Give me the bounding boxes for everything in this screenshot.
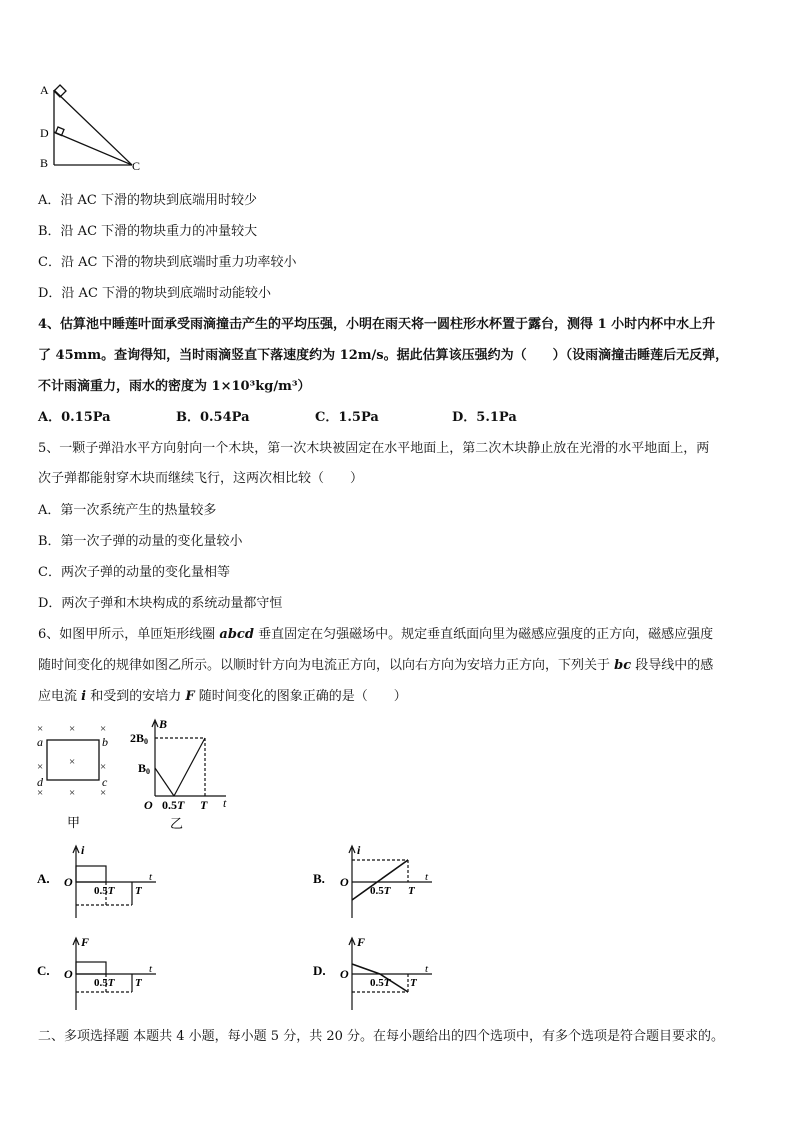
svg-text:t: t: [425, 871, 429, 883]
coil-corner-d: d: [37, 775, 43, 789]
q6-stem-line1: [38, 623, 713, 642]
q5-option-d[interactable]: D．两次子弹和木块构成的系统动量都守恒: [38, 596, 283, 611]
q3-option-c[interactable]: C．沿 AC 下滑的物块到底端时重力功率较小: [38, 255, 297, 270]
q6-segment-name: bc: [614, 658, 632, 673]
q6-stem-line3: [38, 685, 407, 704]
svg-text:×: ×: [69, 756, 76, 768]
section-2-heading: 二、多项选择题 本题共 4 小题，每小题 5 分，共 20 分。在每小题给出的四个选项中，有多个选项是符合题目要求的。: [38, 1029, 725, 1044]
q6-text: 和受到的安培力: [86, 689, 186, 704]
q5-option-c[interactable]: C．两次子弹的动量的变化量相等: [38, 565, 230, 580]
svg-text:C.: C.: [37, 963, 50, 978]
svg-text:F: F: [81, 935, 90, 949]
coil-corner-a: a: [37, 735, 43, 749]
q6-stem-line2: [38, 654, 713, 673]
svg-text:B: B: [159, 717, 168, 731]
figure-jia-caption: 甲: [67, 815, 81, 830]
incline-triangle-figure: [36, 82, 148, 174]
coil-in-magnetic-field-figure: [34, 720, 119, 830]
vertex-c-label: C: [132, 159, 141, 173]
svg-text:D.: D.: [313, 963, 326, 978]
q4-stem-line1: 4、估算池中睡莲叶面承受雨滴撞击产生的平均压强，小明在雨天将一圆柱形水杯置于露台，测得 1 小时内杯中水上升: [38, 317, 716, 332]
svg-text:F: F: [357, 935, 366, 949]
svg-text:×: ×: [69, 723, 76, 735]
svg-text:O: O: [340, 967, 349, 981]
svg-text:0.5T: 0.5T: [162, 798, 185, 812]
svg-text:T: T: [410, 977, 417, 989]
svg-text:t: t: [149, 871, 153, 883]
q5-option-b[interactable]: B．第一次子弹的动量的变化量较小: [38, 534, 243, 549]
q6-text: 应电流: [38, 689, 82, 704]
graph-option-d[interactable]: [312, 932, 442, 1012]
graph-option-b[interactable]: [312, 842, 442, 922]
svg-text:O: O: [64, 967, 73, 981]
svg-text:0.5T: 0.5T: [94, 885, 115, 897]
tick-b0: B0: [138, 761, 151, 776]
q3-option-d[interactable]: D．沿 AC 下滑的物块到底端时动能较小: [38, 286, 272, 301]
q5-stem-line1: 5、一颗子弹沿水平方向射向一个木块，第一次木块被固定在水平地面上，第二次木块静止放在光滑的水平地面上，两: [38, 441, 710, 456]
graph-option-c[interactable]: [36, 932, 166, 1012]
q6-text: 6、如图甲所示，单匝矩形线圈: [38, 627, 220, 642]
svg-text:T: T: [408, 885, 415, 897]
svg-text:t: t: [425, 963, 429, 975]
svg-text:×: ×: [37, 761, 44, 773]
svg-text:T: T: [200, 798, 208, 812]
svg-text:i: i: [81, 843, 85, 857]
coil-corner-c: c: [102, 775, 108, 789]
q6-text: 段导线中的感: [631, 658, 714, 673]
q5-stem-line2: 次子弹都能射穿木块而继续飞行，这两次相比较（ ）: [38, 471, 364, 486]
svg-text:×: ×: [100, 787, 107, 799]
svg-text:×: ×: [100, 723, 107, 735]
q6-coil-name: abcd: [219, 627, 254, 642]
svg-text:0.5T: 0.5T: [370, 977, 391, 989]
q6-text: 随时间变化的规律如图乙所示。以顺时针方向为电流正方向，以向右方向为安培力正方向，下列关于: [38, 658, 615, 673]
svg-text:×: ×: [37, 723, 44, 735]
figure-yi-caption: 乙: [170, 816, 184, 831]
svg-text:T: T: [135, 977, 142, 989]
q5-option-a[interactable]: A．第一次系统产生的热量较多: [38, 503, 217, 518]
svg-text:O: O: [340, 875, 349, 889]
svg-text:A.: A.: [37, 871, 50, 886]
svg-text:0.5T: 0.5T: [94, 977, 115, 989]
q6-current-symbol: i: [81, 689, 87, 704]
vertex-a-label: A: [40, 83, 49, 97]
q3-option-b[interactable]: B．沿 AC 下滑的物块重力的冲量较大: [38, 224, 258, 239]
tick-2b0: 2B0: [130, 731, 149, 746]
svg-text:0.5T: 0.5T: [370, 885, 391, 897]
q4-option-c[interactable]: C．1.5Pa: [315, 410, 379, 425]
graph-option-a[interactable]: [36, 842, 166, 922]
q4-option-b[interactable]: B．0.54Pa: [176, 410, 250, 425]
vertex-d-label: D: [40, 126, 49, 140]
q6-force-symbol: F: [185, 689, 195, 704]
q4-stem-line2: 了 45mm。查询得知，当时雨滴竖直下落速度约为 12m/s。据此估算该压强约为（ ）（设雨滴撞击睡莲后无反弹，: [38, 348, 729, 363]
b-t-graph-figure: [128, 716, 238, 832]
svg-text:t: t: [149, 963, 153, 975]
q4-option-a[interactable]: A．0.15Pa: [38, 410, 111, 425]
svg-text:×: ×: [37, 787, 44, 799]
q4-stem-line3: 不计雨滴重力，雨水的密度为 1×10³kg/m³）: [38, 379, 311, 394]
coil-corner-b: b: [102, 735, 108, 749]
svg-text:×: ×: [100, 761, 107, 773]
svg-text:O: O: [64, 875, 73, 889]
q4-option-d[interactable]: D．5.1Pa: [452, 410, 517, 425]
svg-text:i: i: [357, 843, 361, 857]
svg-text:t: t: [223, 796, 227, 810]
svg-text:T: T: [135, 885, 142, 897]
svg-text:B.: B.: [313, 871, 325, 886]
q6-text: 垂直固定在匀强磁场中。规定垂直纸面向里为磁感应强度的正方向，磁感应强度: [253, 627, 714, 642]
svg-text:O: O: [144, 798, 153, 812]
q3-option-a[interactable]: A．沿 AC 下滑的物块到底端用时较少: [38, 193, 257, 208]
q6-text: 随时间变化的图象正确的是（ ）: [194, 689, 407, 704]
vertex-b-label: B: [40, 156, 49, 170]
svg-text:×: ×: [69, 787, 76, 799]
